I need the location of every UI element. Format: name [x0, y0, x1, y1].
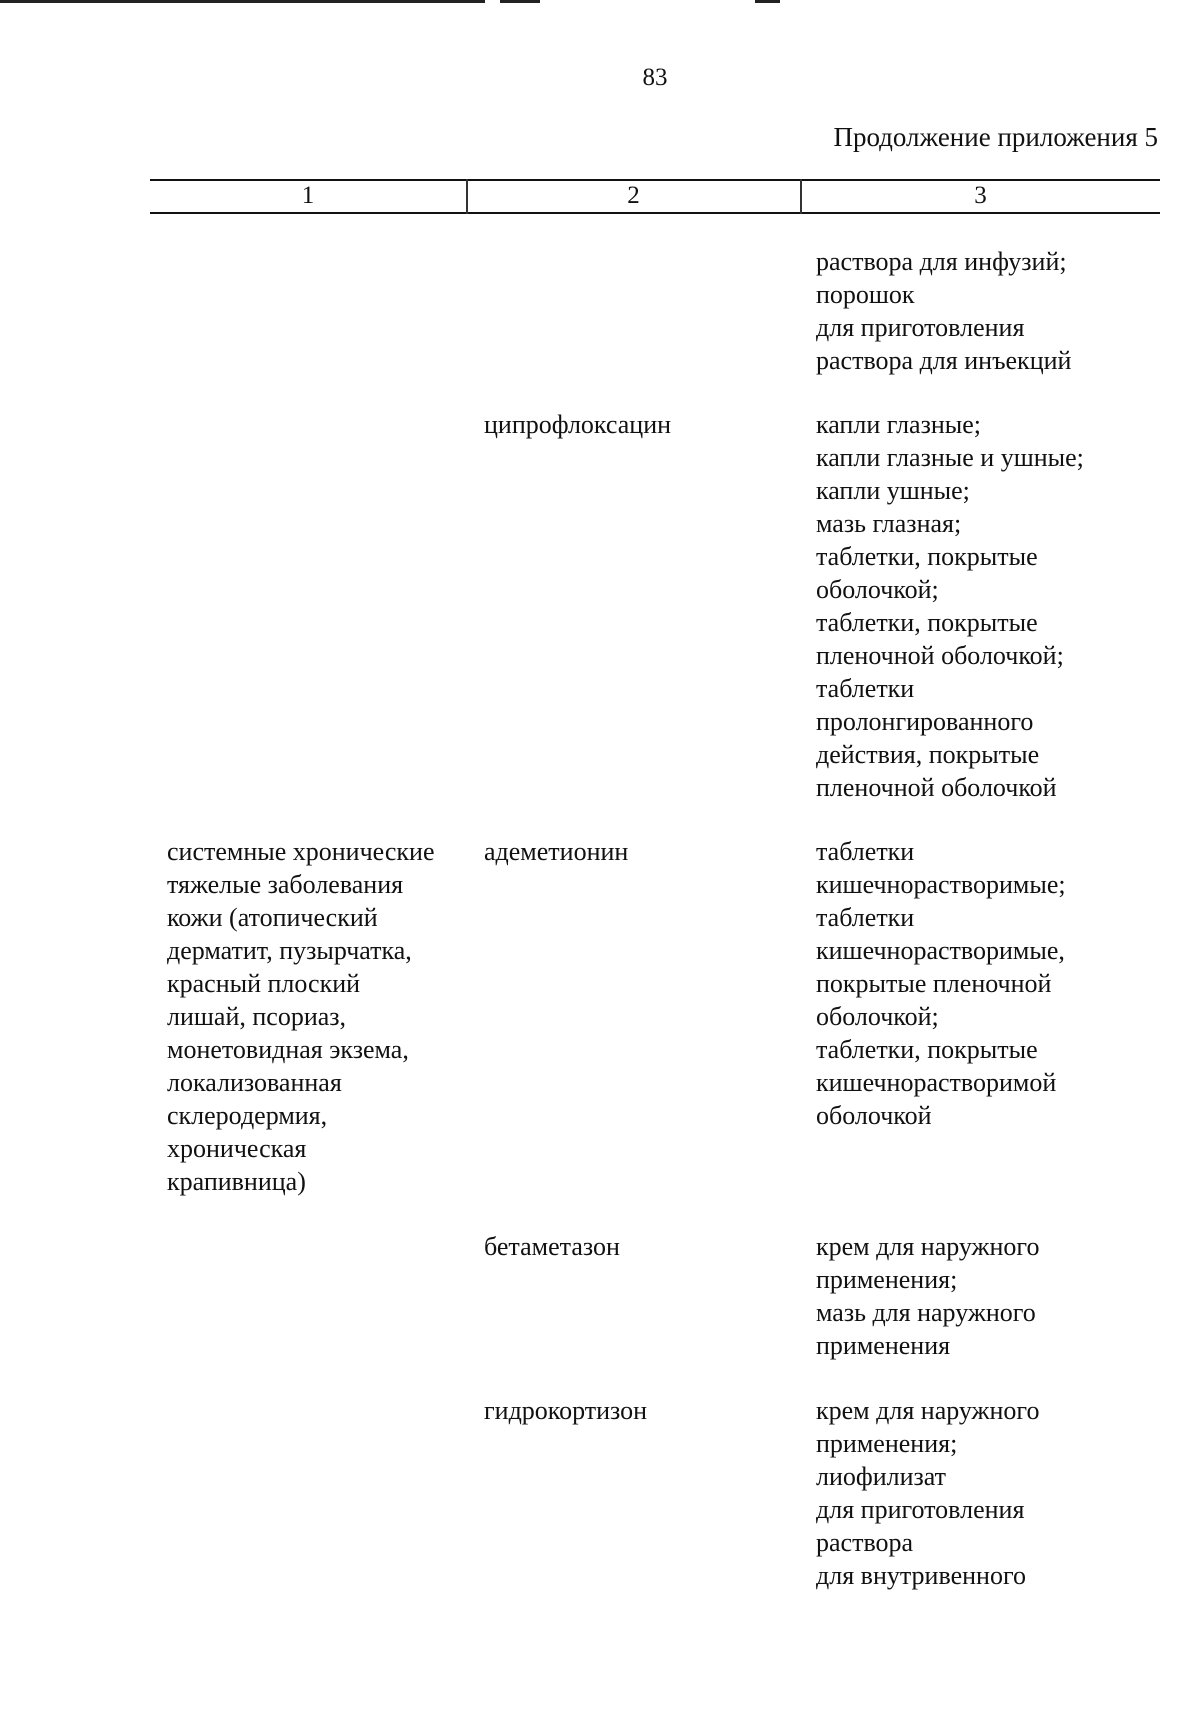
cell-text-line: оболочкой; — [816, 575, 939, 604]
cell-text-line: таблетки, покрытые — [816, 1035, 1038, 1064]
header-col-2: 2 — [627, 182, 640, 209]
cell-text-line: лиофилизат — [816, 1462, 947, 1491]
cell-text-line: крем для наружного — [816, 1232, 1040, 1261]
scan-edge-mark — [755, 0, 780, 3]
cell-text-line: адеметионин — [484, 837, 629, 866]
table-cell-col2 — [484, 1394, 647, 1427]
table-cell-col3 — [816, 835, 1066, 1132]
cell-text-line: капли глазные и ушные; — [816, 443, 1084, 472]
cell-text-line: хроническая — [167, 1134, 307, 1163]
cell-text-line: для приготовления — [816, 313, 1025, 342]
cell-text-line: таблетки, покрытые — [816, 608, 1038, 637]
cell-text-line: применения; — [816, 1265, 958, 1294]
cell-text-line: ципрофлоксацин — [484, 410, 672, 439]
header-top-rule — [150, 179, 1160, 181]
cell-text-line: мазь глазная; — [816, 509, 962, 538]
cell-text-line: раствора — [816, 1528, 914, 1557]
cell-text-line: оболочкой — [816, 1101, 932, 1130]
cell-text-line: крапивница) — [167, 1167, 306, 1196]
cell-text-line: мазь для наружного — [816, 1298, 1036, 1327]
continuation-caption: Продолжение приложения 5 — [833, 122, 1158, 152]
header-bottom-rule — [150, 212, 1160, 214]
cell-text-line: пленочной оболочкой — [816, 773, 1057, 802]
table-cell-col3 — [816, 1230, 1039, 1362]
cell-text-line: применения; — [816, 1429, 958, 1458]
table-cell-col3 — [816, 408, 1084, 804]
cell-text-line: системные хронические — [167, 837, 435, 866]
cell-text-line: пленочной оболочкой; — [816, 641, 1064, 670]
cell-text-line: дерматит, пузырчатка, — [167, 936, 412, 965]
table-cell-col2 — [484, 835, 628, 868]
cell-text-line: таблетки, покрытые — [816, 542, 1038, 571]
table-cell-col2 — [484, 1230, 620, 1263]
table-cell-col3 — [816, 245, 1071, 377]
cell-text-line: кишечнорастворимой — [816, 1068, 1057, 1097]
cell-text-line: гидрокортизон — [484, 1396, 648, 1425]
cell-text-line: тяжелые заболевания — [167, 870, 404, 899]
cell-text-line: пролонгированного — [816, 707, 1034, 736]
header-col-1: 1 — [301, 182, 315, 209]
cell-text-line: склеродермия, — [167, 1101, 328, 1130]
cell-text-line: кишечнорастворимые, — [816, 936, 1065, 965]
scan-edge-mark — [500, 0, 540, 3]
scan-edge-mark — [0, 0, 485, 3]
cell-text-line: таблетки — [816, 674, 915, 703]
cell-text-line: порошок — [816, 280, 915, 309]
cell-text-line: кожи (атопический — [167, 903, 378, 932]
cell-text-line: кишечнорастворимые; — [816, 870, 1066, 899]
cell-text-line: для приготовления — [816, 1495, 1025, 1524]
cell-text-line: лишай, псориаз, — [167, 1002, 347, 1031]
cell-text-line: бетаметазон — [484, 1232, 620, 1261]
cell-text-line: крем для наружного — [816, 1396, 1040, 1425]
cell-text-line: таблетки — [816, 903, 915, 932]
cell-text-line: раствора для инъекций — [816, 346, 1072, 375]
page-number: 83 — [642, 64, 668, 91]
table-cell-col2 — [484, 408, 671, 441]
header-col-3: 3 — [974, 182, 987, 209]
cell-text-line: капли ушные; — [816, 476, 970, 505]
cell-text-line: покрытые пленочной — [816, 969, 1052, 998]
cell-text-line: таблетки — [816, 837, 915, 866]
table-cell-col1 — [167, 835, 435, 1198]
cell-text-line: красный плоский — [167, 969, 361, 998]
cell-text-line: монетовидная экзема, — [167, 1035, 409, 1064]
cell-text-line: для внутривенного — [816, 1561, 1026, 1590]
cell-text-line: действия, покрытые — [816, 740, 1040, 769]
cell-text-line: капли глазные; — [816, 410, 982, 439]
cell-text-line: применения — [816, 1331, 951, 1360]
table-cell-col3 — [816, 1394, 1039, 1592]
cell-text-line: оболочкой; — [816, 1002, 939, 1031]
cell-text-line: раствора для инфузий; — [816, 247, 1067, 276]
cell-text-line: локализованная — [167, 1068, 342, 1097]
